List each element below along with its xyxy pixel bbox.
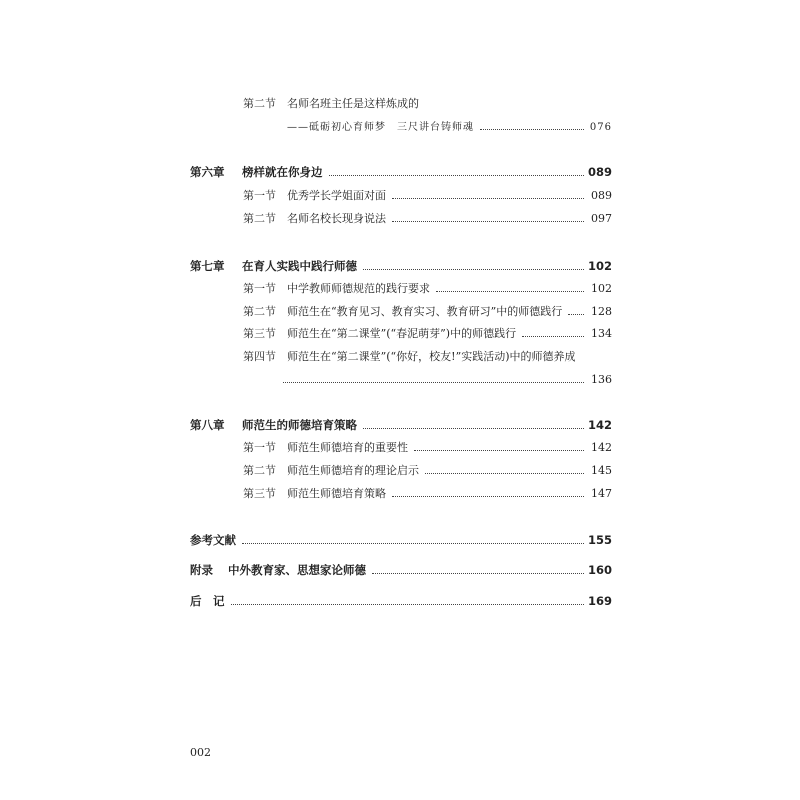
entry-label: 第二节 <box>243 97 276 110</box>
toc-entry[interactable] <box>243 97 612 111</box>
toc-entry[interactable] <box>243 282 612 296</box>
chapter-label: 第七章 <box>190 259 225 273</box>
dot-leader <box>425 473 584 474</box>
page-number: 002 <box>190 746 211 759</box>
entry-label: 第二节 <box>243 305 276 318</box>
entry-page: 089 <box>591 189 612 202</box>
dot-leader <box>414 450 584 451</box>
entry-title: 师范生在“第二课堂”(“春泥萌芽”)中的师德践行 <box>287 327 517 340</box>
entry-page: 155 <box>588 533 613 547</box>
references-label: 参考文献 <box>190 533 236 547</box>
appendix-title: 中外教育家、思想家论师德 <box>228 563 366 577</box>
toc-references[interactable] <box>190 533 612 547</box>
toc-entry[interactable] <box>243 464 612 478</box>
toc-entry[interactable] <box>243 441 612 455</box>
toc-entry[interactable] <box>243 189 612 203</box>
entry-page: 147 <box>591 487 612 500</box>
dot-leader <box>568 314 584 315</box>
dot-leader <box>363 428 584 429</box>
entry-page: 136 <box>591 373 612 386</box>
chapter-title: 在育人实践中践行师德 <box>242 259 357 273</box>
toc-chapter[interactable] <box>190 165 612 179</box>
dot-leader <box>231 604 585 605</box>
dot-leader <box>363 269 584 270</box>
entry-page: 128 <box>591 305 612 318</box>
toc-chapter[interactable] <box>190 259 612 273</box>
entry-title: 师范生在“教育见习、教育实习、教育研习”中的师德践行 <box>287 305 563 318</box>
entry-label: 第一节 <box>243 189 276 202</box>
afterword-label: 后 记 <box>190 594 225 608</box>
toc-entry[interactable] <box>243 305 612 319</box>
entry-page: 134 <box>591 327 612 340</box>
chapter-label: 第八章 <box>190 418 225 432</box>
toc-entry[interactable] <box>287 121 612 135</box>
entry-title: 中学教师师德规范的践行要求 <box>287 282 430 295</box>
toc-entry[interactable] <box>243 212 612 226</box>
entry-page: 102 <box>591 282 612 295</box>
entry-page: 102 <box>588 259 613 273</box>
toc-appendix[interactable] <box>190 563 612 577</box>
dot-leader <box>329 175 585 176</box>
entry-title: 师范生在“第二课堂”(“你好，校友!”实践活动)中的师德养成 <box>287 350 576 363</box>
appendix-label: 附录 <box>190 563 213 577</box>
toc-entry-continuation[interactable] <box>283 373 612 387</box>
chapter-title: 师范生的师德培育策略 <box>242 418 357 432</box>
dot-leader <box>392 221 584 222</box>
dot-leader <box>372 573 584 574</box>
entry-label: 第一节 <box>243 441 276 454</box>
dot-leader <box>522 336 584 337</box>
dot-leader <box>283 382 584 383</box>
toc-chapter[interactable] <box>190 418 612 432</box>
entry-subtitle: ——砥砺初心育师梦 三尺讲台铸师魂 <box>287 122 474 133</box>
entry-label: 第二节 <box>243 464 276 477</box>
chapter-label: 第六章 <box>190 165 225 179</box>
chapter-title: 榜样就在你身边 <box>242 165 323 179</box>
entry-label: 第四节 <box>243 350 276 363</box>
entry-title: 名师名班主任是这样炼成的 <box>287 97 419 110</box>
toc-entry[interactable] <box>243 350 612 364</box>
entry-page: 145 <box>591 464 612 477</box>
entry-page: 097 <box>591 212 612 225</box>
entry-title: 名师名校长现身说法 <box>287 212 386 225</box>
dot-leader <box>392 198 584 199</box>
entry-page: 169 <box>588 594 613 608</box>
entry-page: 076 <box>589 122 612 133</box>
toc-entry[interactable] <box>243 487 612 501</box>
dot-leader <box>392 496 584 497</box>
entry-title: 师范生师德培育的重要性 <box>287 441 408 454</box>
entry-label: 第三节 <box>243 327 276 340</box>
entry-page: 142 <box>588 418 613 432</box>
entry-label: 第二节 <box>243 212 276 225</box>
entry-label: 第一节 <box>243 282 276 295</box>
entry-label: 第三节 <box>243 487 276 500</box>
entry-title: 优秀学长学姐面对面 <box>287 189 386 202</box>
toc-entry[interactable] <box>243 327 612 341</box>
dot-leader <box>480 129 584 130</box>
dot-leader <box>242 543 584 544</box>
entry-page: 160 <box>588 563 613 577</box>
toc-afterword[interactable] <box>190 594 612 608</box>
entry-page: 089 <box>588 165 613 179</box>
entry-title: 师范生师德培育策略 <box>287 487 386 500</box>
entry-title: 师范生师德培育的理论启示 <box>287 464 419 477</box>
entry-page: 142 <box>591 441 612 454</box>
dot-leader <box>436 291 584 292</box>
